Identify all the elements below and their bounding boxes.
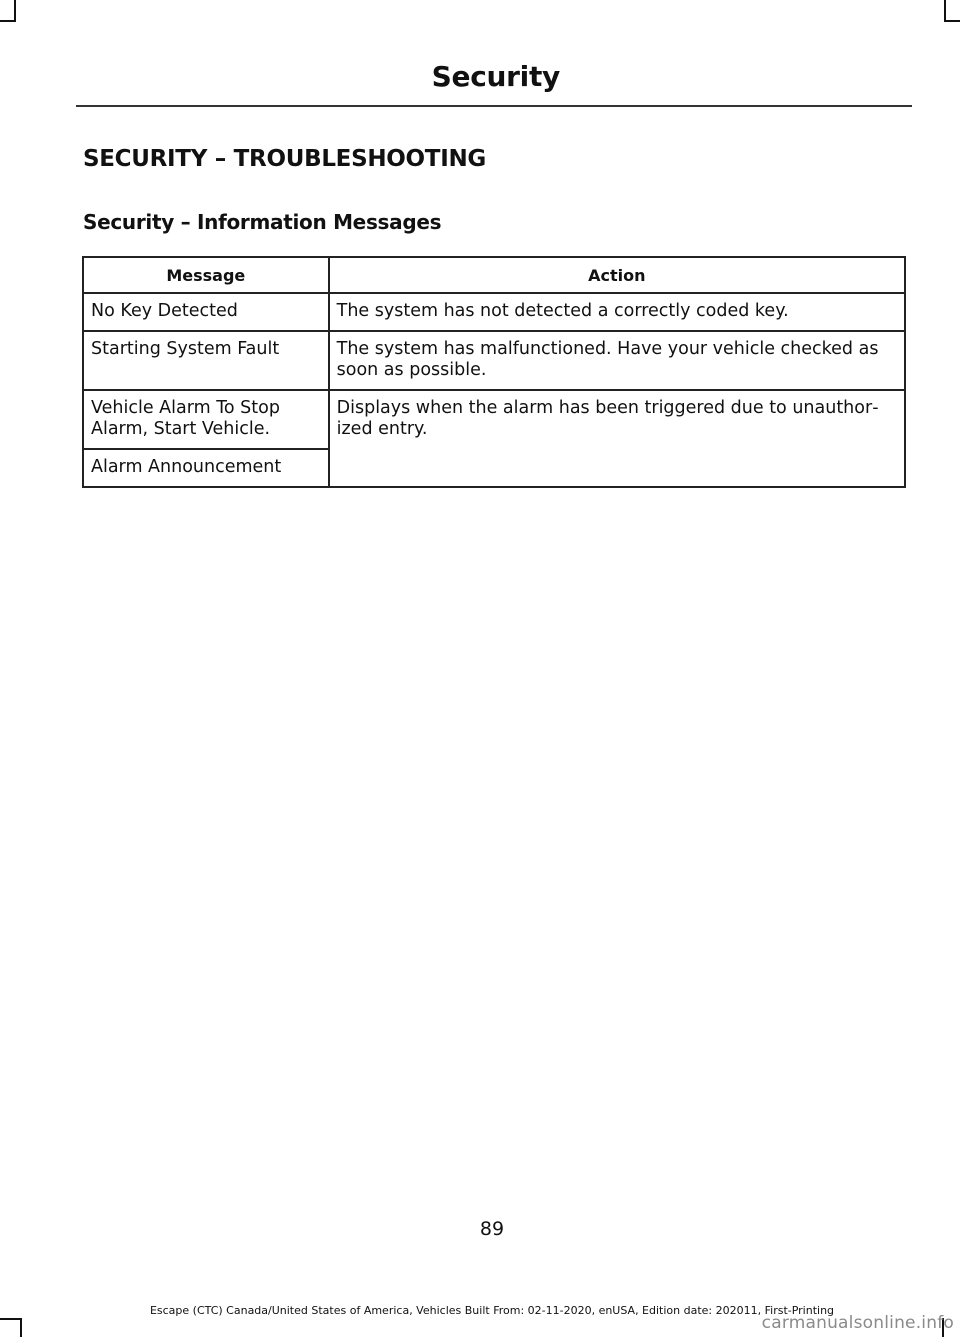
header-divider	[76, 105, 912, 107]
action-cell: The system has malfunctioned. Have your vehicle checked as soon as possible.	[329, 331, 905, 390]
table-header-row	[83, 257, 905, 293]
message-cell: Vehicle Alarm To Stop Alarm, Start Vehicle.	[83, 390, 329, 449]
table-row	[83, 390, 905, 449]
message-cell: Starting System Fault	[83, 331, 329, 390]
watermark: carmanualsonline.info	[761, 1313, 954, 1333]
footer-edition-text: Escape (CTC) Canada/United States of America, Vehicles Built From: 02-11-2020, enUSA, Edition date: 202011, First-Printing	[149, 1304, 835, 1317]
page-header-title: Security	[431, 60, 560, 93]
column-header-message: Message	[83, 257, 329, 293]
page-number: 89	[479, 1218, 505, 1240]
table-row	[83, 293, 905, 331]
section-title: SECURITY – TROUBLESHOOTING	[83, 146, 486, 172]
crop-mark	[944, 20, 960, 22]
crop-mark	[20, 1318, 22, 1337]
column-header-action: Action	[329, 257, 905, 293]
action-cell: Displays when the alarm has been triggered due to unauthorized entry.	[329, 390, 905, 487]
message-cell: Alarm Announcement	[83, 449, 329, 487]
table-row	[83, 331, 905, 390]
message-cell: No Key Detected	[83, 293, 329, 331]
crop-mark	[0, 20, 16, 22]
crop-mark	[0, 1318, 22, 1320]
crop-mark	[944, 0, 946, 22]
crop-mark	[14, 0, 16, 22]
action-cell: The system has not detected a correctly coded key.	[329, 293, 905, 331]
subsection-title: Security – Information Messages	[83, 210, 442, 234]
information-messages-table	[82, 256, 906, 488]
